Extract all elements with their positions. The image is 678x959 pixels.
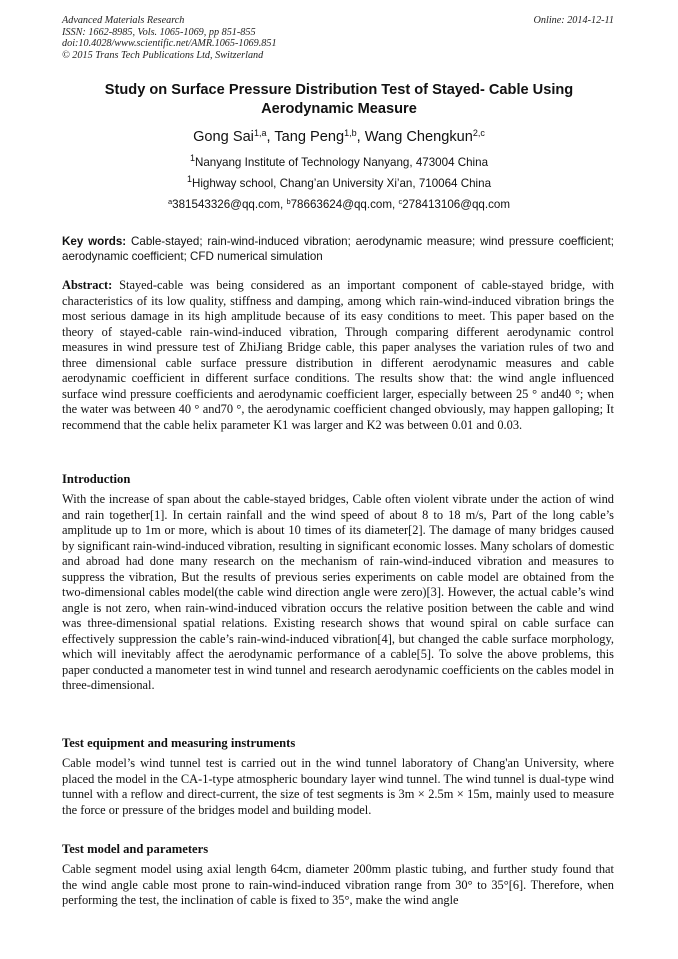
email-link[interactable]: 278413106@qq.com [402, 198, 511, 211]
affiliation-text: Highway school, Chang’an University Xi’an, 710064 China [191, 177, 492, 190]
affiliation-text: Nanyang Institute of Technology Nanyang, 473004 China [194, 156, 489, 169]
title-line-1: Study on Surface Pressure Distribution Test of Stayed- Cable Using [104, 82, 574, 98]
author-name: Tang Peng [274, 129, 345, 145]
abstract-label: Abstract: [62, 278, 113, 292]
title-line-2: Aerodynamic Measure [261, 101, 417, 117]
author-list: Gong Sai$^{1,a}$, Tang Peng$^{1,b}$, Wang Chengkun$^{2,c}$ [193, 128, 485, 145]
section-heading-introduction: Introduction [62, 472, 131, 486]
journal-issn: ISSN: 1662-8985, Vols. 1065-1069, pp 851-855 [62, 26, 256, 38]
journal-name: Advanced Materials Research [62, 15, 185, 26]
keywords-label: Key words: [62, 235, 127, 248]
author-name: Wang Chengkun [364, 129, 473, 145]
abstract-text: Stayed-cable was being considered as an important component of cable-stayed bridge, with characteristics of its low quality, stiffness and damping, among which rain-wind-induced vibration brings the most serious damage in its high amplitude because of its easy conditions to meet. This paper based on the theory of stayed-cable rain-wind-induced vibration, Through comparing different aerodynamic control measures in wind pressure test of ZhiJiang Bridge cable, this paper analyses the variation rules of two and three dimensional cable surface pressure distribution in different aerodynamic measures and cable aerodynamic coefficient in different surface conditions. The results show that: the wind angle influenced surface wind pressure coefficients and aerodynamic coefficient larger, especially between 25 ° and40 °; when the water was between 40 ° and70 °, the aerodynamic coefficient changed obviously, may happen galloping; It recommend that the cable helix parameter K1 was larger and K2 was between 0.01 and 0.03. [62, 278, 614, 432]
email-list: $^a$381543326@qq.com, $^b$78663624@qq.com, $^c$278413106@qq.com [167, 197, 511, 211]
introduction-paragraph: With the increase of span about the cable-stayed bridges, Cable often violent vibrate under the action of wind and rain together[1]. In certain rainfall and the wind speed of about 8 to 18 m/s, Part of the long cable’s amplitude up to 1m or more, which is about 10 times of its diameter[2]. The damage of many bridges caused by significant rain-wind-induced vibration, resulting in significant economic losses. Many scholars of domestic and abroad had done many research on the mechanism of rain-wind-induced vibration and measures to suppress the vibration, But the results of previous series experiments on cable model are obtained from the two-dimensional cables model(the cable wind direction angle were zero)[3]. However, the actual cable’s wind angle is not zero, when rain-wind-induced vibration occurs the relative position between the cable and wind was three-dimensional spatial relations. Existing research shows that wound spiral on cable surface can effectively suppression the cable’s rain-wind-induced vibration[4], but changed the cable surface morphology, which will inevitably affect the aerodynamic performance of a cable[5]. To solve the above problems, this paper conducted a manometer test in wind tunnel and research aerodynamic coefficients on the cables model in three-dimensional. [62, 492, 614, 692]
email-sup: b [286, 197, 291, 206]
abstract-block [62, 278, 614, 433]
email-sup: c [398, 197, 403, 206]
email-link[interactable]: 78663624@qq.com [290, 198, 392, 211]
model-paragraph: Cable segment model using axial length 64cm, diameter 200mm plastic tubing, and further study found that the wind angle cable most prone to rain-wind-induced vibration range from 30° to 35°[6]. Therefore, when performing the test, the inclination of cable is fixed to 35°, make the wind angle [62, 862, 614, 907]
keywords-text: Cable-stayed; rain-wind-induced vibration; aerodynamic measure; wind pressure coefficient; aerodynamic coefficient; CFD numerical simulation [62, 235, 614, 263]
email-link[interactable]: 381543326@qq.com [172, 198, 280, 211]
author-sup: 2,c [472, 128, 485, 138]
section-heading-model: Test model and parameters [62, 842, 209, 856]
affiliation-1 [62, 153, 616, 170]
keywords-block [62, 234, 614, 264]
affiliation-2 [62, 174, 616, 191]
author-name: Gong Sai [193, 129, 254, 145]
online-date: Online: 2014-12-11 [533, 15, 614, 26]
journal-doi: doi:10.4028/www.scientific.net/AMR.1065-1069.851 [62, 38, 277, 50]
paper-title [62, 81, 616, 119]
author-sup: 1,b [344, 128, 357, 138]
journal-info [62, 15, 277, 61]
equipment-paragraph: Cable model’s wind tunnel test is carried out in the wind tunnel laboratory of Chang'an University, where placed the model in the CA-1-type atmospheric boundary layer wind tunnel. The wind tunnel is dual-type wind tunnel with a reflow and direct-current, the size of test segments is 3m × 2.5m × 15m, mainly used to measure the force or pressure of the bridges model and building model. [62, 756, 614, 817]
author-sup: 1,a [253, 128, 267, 138]
journal-copyright: © 2015 Trans Tech Publications Ltd, Switzerland [62, 49, 264, 61]
email-sup: a [167, 197, 173, 206]
affiliation-sup: 1 [189, 153, 195, 163]
affiliation-sup: 1 [186, 174, 192, 184]
section-heading-equipment: Test equipment and measuring instruments [62, 736, 296, 750]
